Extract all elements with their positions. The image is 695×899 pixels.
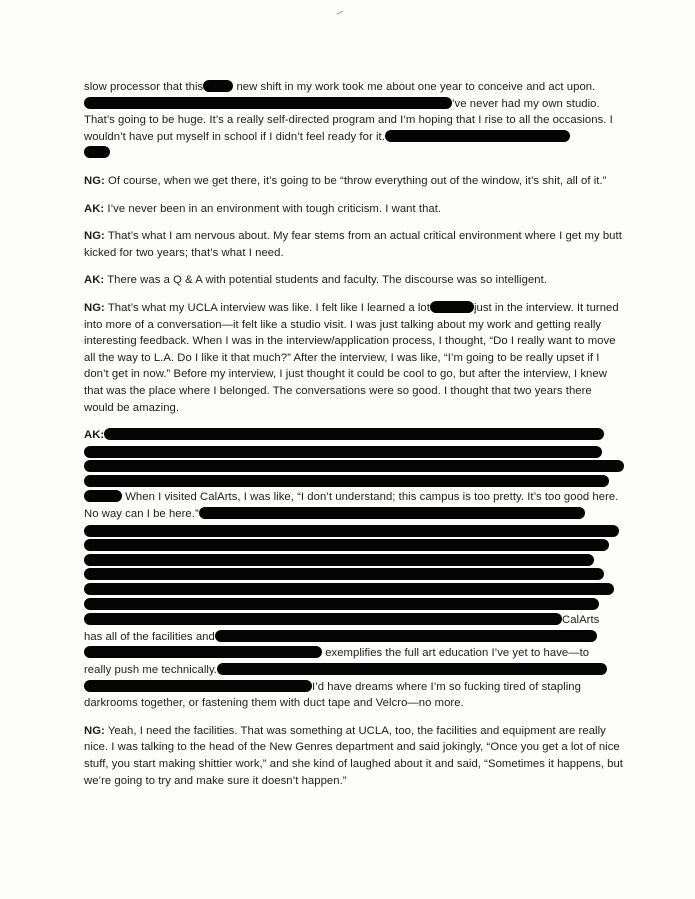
paragraph: NG: Yeah, I need the facilities. That was something at UCLA, too, the facilities and equipment are really nice. I was talking to the head of the New Genres department and said jokingly, “Once you get a lot of nice stuff, you start making shittier work,” and she kind of laughed about it and said, “Sometimes it happens, but we’re going to try and make sure it doesn’t happen.” (84, 724, 623, 787)
redaction-bar (84, 146, 110, 158)
transcript-body (84, 79, 624, 800)
paragraph: slow processor that this new shift in my work took me about one year to conceive and act upon. ’ve never had my own studio. That’s going to be huge. It’s a really self-directed program and I’m hoping that I rise to all the occasions. I wouldn’t have put myself in school if I didn’t feel ready for it. (84, 79, 624, 162)
redaction-bar (84, 475, 609, 487)
redaction-bar (84, 598, 599, 610)
paragraph: NG: Of course, when we get there, it’s going to be “throw everything out of the window, it’s shit, all of it.” (84, 174, 607, 187)
redaction-bar (84, 446, 602, 458)
paragraph: AK: There was a Q & A with potential students and faculty. The discourse was so intelligent. (84, 274, 547, 287)
paragraph: NG: That’s what I am nervous about. My fear stems from an actual critical environment where I get my butt kicked for two years; that’s what I need. (84, 230, 622, 259)
speaker-label: NG: (84, 230, 105, 243)
speaker-label: AK: (84, 429, 105, 442)
speaker-label: AK: (84, 274, 105, 287)
paragraph: NG: That’s what my UCLA interview was like. I felt like I learned a lot just in the interview. It turned into more of a conversation—it felt like a studio visit. I was just talking about my work and getting really interesting feedback. When I was in the interview/application process, I thought, “Do I really want to move all the way to L.A. Do I like it that much?” After the interview, I was like, “I’m going to be really upset if I don’t get in now.” Before my interview, I just thought it could be cool to go, but after the interview, I knew that was the place where I belonged. The conversations were so good. I thought that two years there would be amazing. (84, 301, 619, 414)
redaction-bar (84, 460, 624, 472)
speaker-label: NG: (84, 174, 105, 187)
paragraph: AK: When I visited CalArts, I was like, “I don’t understand; this campus is too pretty. It’s too good here. No way can I be here.” CalArts has all of the facilities and exemplifies the full art education I’ve yet to have—to really push me technically. I’d have dreams where I’m so fucking tired of stapling darkrooms together, or fastening them with duct tape and Velcro—no more. (84, 427, 624, 712)
redaction-bar (84, 554, 594, 566)
redaction-bar (84, 539, 609, 551)
paragraph: AK: I’ve never been in an environment with tough criticism. I want that. (84, 202, 442, 215)
redaction-bar (84, 613, 562, 625)
redaction-bar (104, 428, 604, 440)
speaker-label: AK: (84, 202, 105, 215)
redaction-bar (84, 583, 614, 595)
redaction-bar (84, 490, 122, 502)
redaction-bar (84, 525, 619, 537)
redaction-bar (203, 80, 233, 92)
speaker-label: NG: (84, 301, 105, 314)
redaction-bar (84, 680, 312, 692)
dust-speck (336, 11, 344, 18)
redaction-bar (84, 97, 452, 109)
redaction-bar (84, 568, 604, 580)
redaction-bar (385, 130, 570, 142)
redaction-bar (215, 630, 597, 642)
redaction-bar (199, 507, 585, 519)
redaction-bar (430, 301, 474, 313)
speaker-label: NG: (84, 724, 105, 737)
redaction-bar (84, 646, 322, 658)
redaction-bar (217, 663, 607, 675)
